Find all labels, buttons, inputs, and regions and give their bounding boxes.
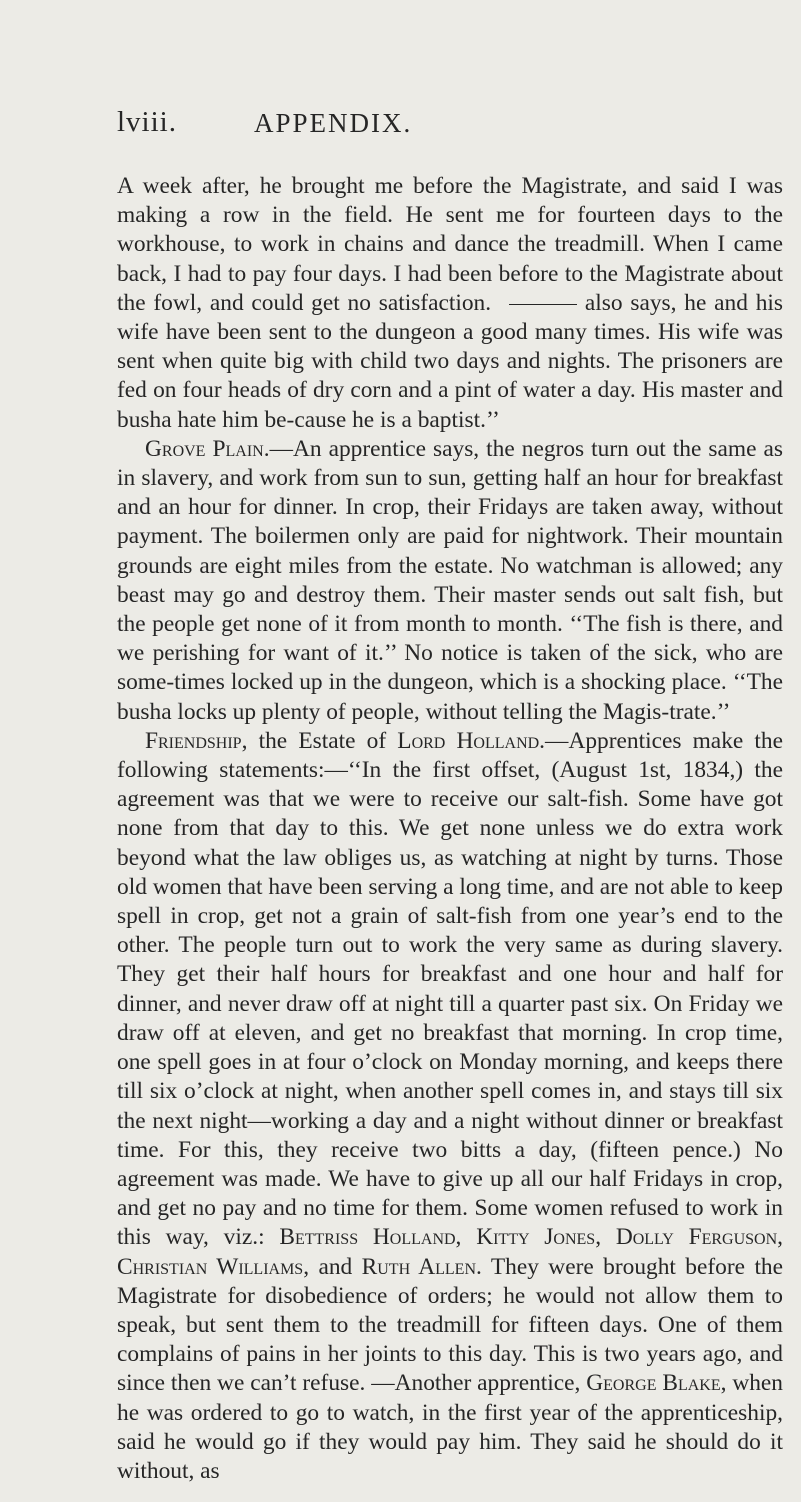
text-segment: the Estate of xyxy=(247,727,398,754)
women-names: Bettriss Holland, Kitty Jones, Dolly Ferguson, Christian Williams, xyxy=(117,1224,783,1280)
paragraph-friendship xyxy=(117,727,783,1486)
estate-name-grove-plain: Grove Plain. xyxy=(145,435,270,462)
text-segment: and xyxy=(309,1253,362,1280)
paragraph-grove-plain xyxy=(117,435,783,727)
page-header xyxy=(0,106,801,146)
dash-rule xyxy=(509,304,577,305)
owner-name-lord-holland: Lord Holland. xyxy=(397,727,546,754)
text-segment: They were brought before the Magistrate for disobedience of orders; he would not allow them to speak, but sent them to the treadmill for fifteen days. One of them complains of pains in her joints to this day. This is two years ago, and since then we can’t refuse. —Another apprentice, xyxy=(117,1253,784,1397)
paragraph-1-continuation: also says, he and his wife have been sent to the dungeon a good many times. His wife was sent when quite big with child two days and nights. The prisoners are fed on four heads of dry corn and a pint of water a day. His master and busha hate him be-cause he is a baptist.’’ xyxy=(117,289,783,433)
estate-name-friendship: Friendship, xyxy=(145,727,248,754)
paragraph-grove-plain-text: —An apprentice says, the negros turn out the same as in slavery, and work from sun to sun, getting half an hour for breakfast and an hour for dinner. In crop, their Fridays are taken away, without payment. The boilermen only are paid for nightwork. Their mountain grounds are eight miles from the estate. No watchman is allowed; any beast may go and destroy them. Their master sends out salt fish, but the people get none of it from month to month. ‘‘The fish is there, and we perishing for want of it.’’ No notice is taken of the sick, who are some-times locked up in the dungeon, which is a shocking place. ‘‘The busha locks up plenty of people, without telling the Magis-trate.’’ xyxy=(117,435,783,725)
paragraph-1 xyxy=(117,172,783,435)
name-ruth-allen: Ruth Allen. xyxy=(361,1253,482,1280)
running-head: APPENDIX. xyxy=(254,108,413,138)
paragraph-1-text: A week after, he brought me before the Magistrate, and said I was making a row in the field. He sent me for fourteen days to the workhouse, to work in chains and dance the treadmill. When I came back, I had to pay four days. I had been before to the Magistrate about the fowl, and could get no satisfaction. xyxy=(117,173,783,316)
name-george-blake: George Blake, xyxy=(586,1370,727,1397)
page-number: lviii. xyxy=(117,106,177,138)
text-segment: —Apprentices make the following statements:—‘‘In the first offset, (August 1st, 1834,) the agreement was that we were to receive our salt-fish. Some have got none from that day to this. We get none unless we do extra work beyond what the law obliges us, as watching at night by turns. Those old women that have been serving a long time, and are not able to keep spell in crop, get not a grain of salt-fish from one year’s end to the other. The people turn out to work the very same as during slavery. They get their half hours for breakfast and one hour and half for dinner, and never draw off at night till a quarter past six. On Friday we draw off at eleven, and get no breakfast that morning. In crop time, one spell goes in at four o’clock on Monday morning, and keeps there till six o’clock at night, when another spell comes in, and stays till six the next night—working a day and a night without dinner or breakfast time. For this, they receive two bitts a day, (fifteen pence.) No agreement was made. We have to give up all our half Fridays in crop, and get no pay and no time for them. Some women refused to work in this way, viz.: xyxy=(117,727,784,1251)
text-segment: when he was ordered to go to watch, in the first year of the apprenticeship, said he would go if they would pay him. They said he should do it without, as xyxy=(117,1370,783,1484)
body-text xyxy=(117,172,783,1486)
